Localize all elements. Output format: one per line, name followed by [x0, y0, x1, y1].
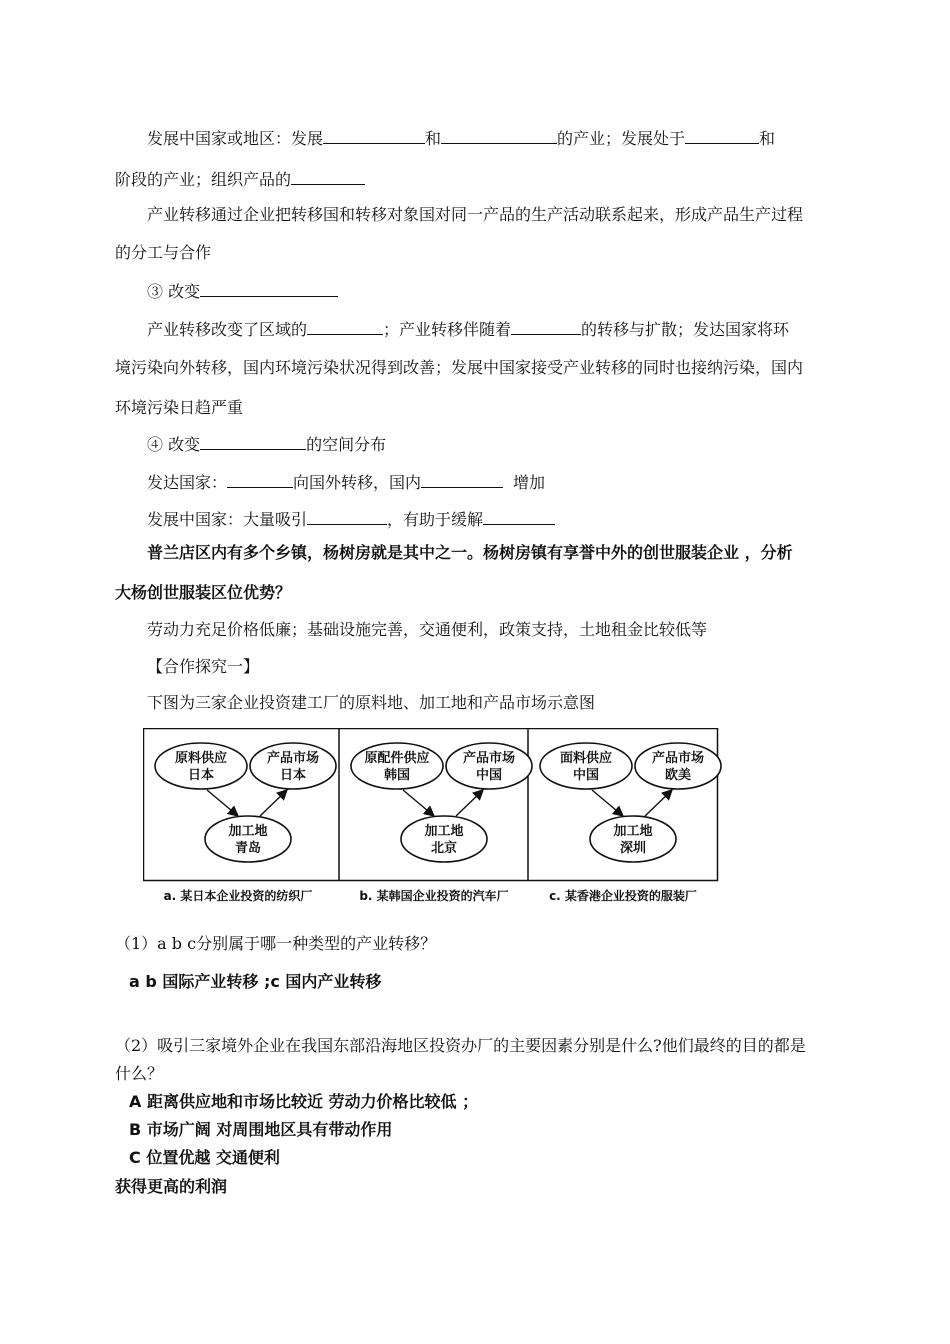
- text-seg: 的空间分布: [306, 435, 387, 454]
- answer-2-final: 获得更高的利润: [115, 1177, 228, 1196]
- processing-label: 加工地: [613, 824, 653, 839]
- market-label: 产品市场: [462, 751, 516, 766]
- blank-field[interactable]: [291, 167, 365, 185]
- industry-transfer-diagram: [143, 728, 723, 908]
- processing-place: 北京: [430, 841, 458, 856]
- text-seg: 的产业；发展处于: [557, 129, 686, 148]
- text-line-10: [147, 470, 545, 494]
- text-seg: ③ 改变: [147, 282, 201, 301]
- text-seg: 向国外转移，国内: [293, 473, 422, 492]
- supply-place: 中国: [572, 768, 600, 783]
- text-seg: 和: [425, 129, 442, 148]
- processing-place: 青岛: [234, 841, 262, 856]
- text-seg: 阶段的产业；组织产品的: [115, 170, 292, 189]
- market-place: 日本: [279, 768, 307, 783]
- supply-place: 韩国: [383, 768, 411, 783]
- processing-place: 深圳: [619, 841, 647, 856]
- text-line-9: [147, 432, 386, 456]
- text-seg: 的转移与扩散；发达国家将环: [581, 320, 790, 339]
- panel-caption: c. 某香港企业投资的服装厂: [549, 889, 697, 903]
- text-line-3: 产业转移通过企业把转移国和转移对象国对同一产品的生产活动联系起来，形成产品生产过程: [147, 205, 804, 224]
- text-seg: 和: [759, 129, 776, 148]
- supply-label: 面料供应: [559, 751, 613, 766]
- processing-label: 加工地: [228, 824, 268, 839]
- answer-2-a: A 距离供应地和市场比较近 劳动力价格比较低 ；: [129, 1092, 479, 1111]
- text-line-11: [147, 507, 555, 531]
- supply-label: 原料供应: [174, 751, 228, 766]
- panel-caption: a. 某日本企业投资的纺织厂: [163, 889, 313, 903]
- question-bold-line-1: 普兰店区内有多个乡镇，杨树房就是其中之一。杨树房镇有享誉中外的创世服装企业 ，分析: [147, 543, 793, 562]
- blank-field[interactable]: [227, 470, 293, 488]
- figure-intro: 下图为三家企业投资建工厂的原料地、加工地和产品市场示意图: [147, 693, 596, 712]
- text-line-8: 环境污染日趋严重: [115, 398, 244, 417]
- text-line-4: 的分工与合作: [115, 243, 212, 262]
- blank-field[interactable]: [307, 317, 383, 335]
- text-seg: 产业转移改变了区域的: [147, 320, 308, 339]
- text-seg: ④ 改变: [147, 435, 201, 454]
- text-seg: ；产业转移伴随着: [383, 320, 512, 339]
- text-line-1: [147, 126, 775, 150]
- blank-field[interactable]: [511, 317, 581, 335]
- blank-field[interactable]: [323, 126, 425, 144]
- blank-field[interactable]: [685, 126, 759, 144]
- answer-1: a b 国际产业转移 ;c 国内产业转移: [129, 972, 382, 991]
- panel-caption: b. 某韩国企业投资的汽车厂: [359, 889, 509, 903]
- text-seg: 发达国家：: [147, 473, 228, 492]
- blank-field[interactable]: [307, 507, 387, 525]
- question-2-line-1: （2）吸引三家境外企业在我国东部沿海地区投资办厂的主要因素分别是什么?他们最终的目的都是: [115, 1036, 806, 1055]
- processing-label: 加工地: [424, 824, 464, 839]
- text-line-6: [147, 317, 789, 341]
- supply-label: 原配件供应: [364, 751, 430, 766]
- text-seg: ，有助于缓解: [387, 510, 484, 529]
- text-line-2: [115, 167, 365, 191]
- text-seg: 增加: [513, 473, 546, 492]
- market-place: 欧美: [664, 768, 692, 783]
- blank-field[interactable]: [483, 507, 555, 525]
- text-line-5: [147, 279, 338, 303]
- text-line-7: 境污染向外转移，国内环境污染状况得到改善；发展中国家接受产业转移的同时也接纳污染，国内: [115, 358, 804, 377]
- question-1: （1）a b c分别属于哪一种类型的产业转移？: [115, 934, 437, 953]
- blank-field[interactable]: [200, 432, 306, 450]
- question-bold-line-2: 大杨创世服装区位优势？: [115, 583, 292, 602]
- text-seg: 发展中国家或地区：发展: [147, 129, 324, 148]
- blank-field[interactable]: [200, 279, 338, 297]
- answer-2-c: C 位置优越 交通便利: [129, 1148, 280, 1167]
- market-label: 产品市场: [651, 751, 705, 766]
- market-place: 中国: [475, 768, 503, 783]
- answer-line: 劳动力充足价格低廉；基础设施完善，交通便利，政策支持，土地租金比较低等: [147, 620, 708, 639]
- text-seg: 发展中国家：大量吸引: [147, 510, 308, 529]
- blank-field[interactable]: [421, 470, 503, 488]
- supply-place: 日本: [187, 768, 215, 783]
- section-title: 【合作探究一】: [147, 657, 260, 676]
- blank-field[interactable]: [441, 126, 557, 144]
- market-label: 产品市场: [266, 751, 320, 766]
- question-2-line-2: 什么？: [115, 1064, 164, 1083]
- answer-2-b: B 市场广阔 对周围地区具有带动作用: [129, 1120, 393, 1139]
